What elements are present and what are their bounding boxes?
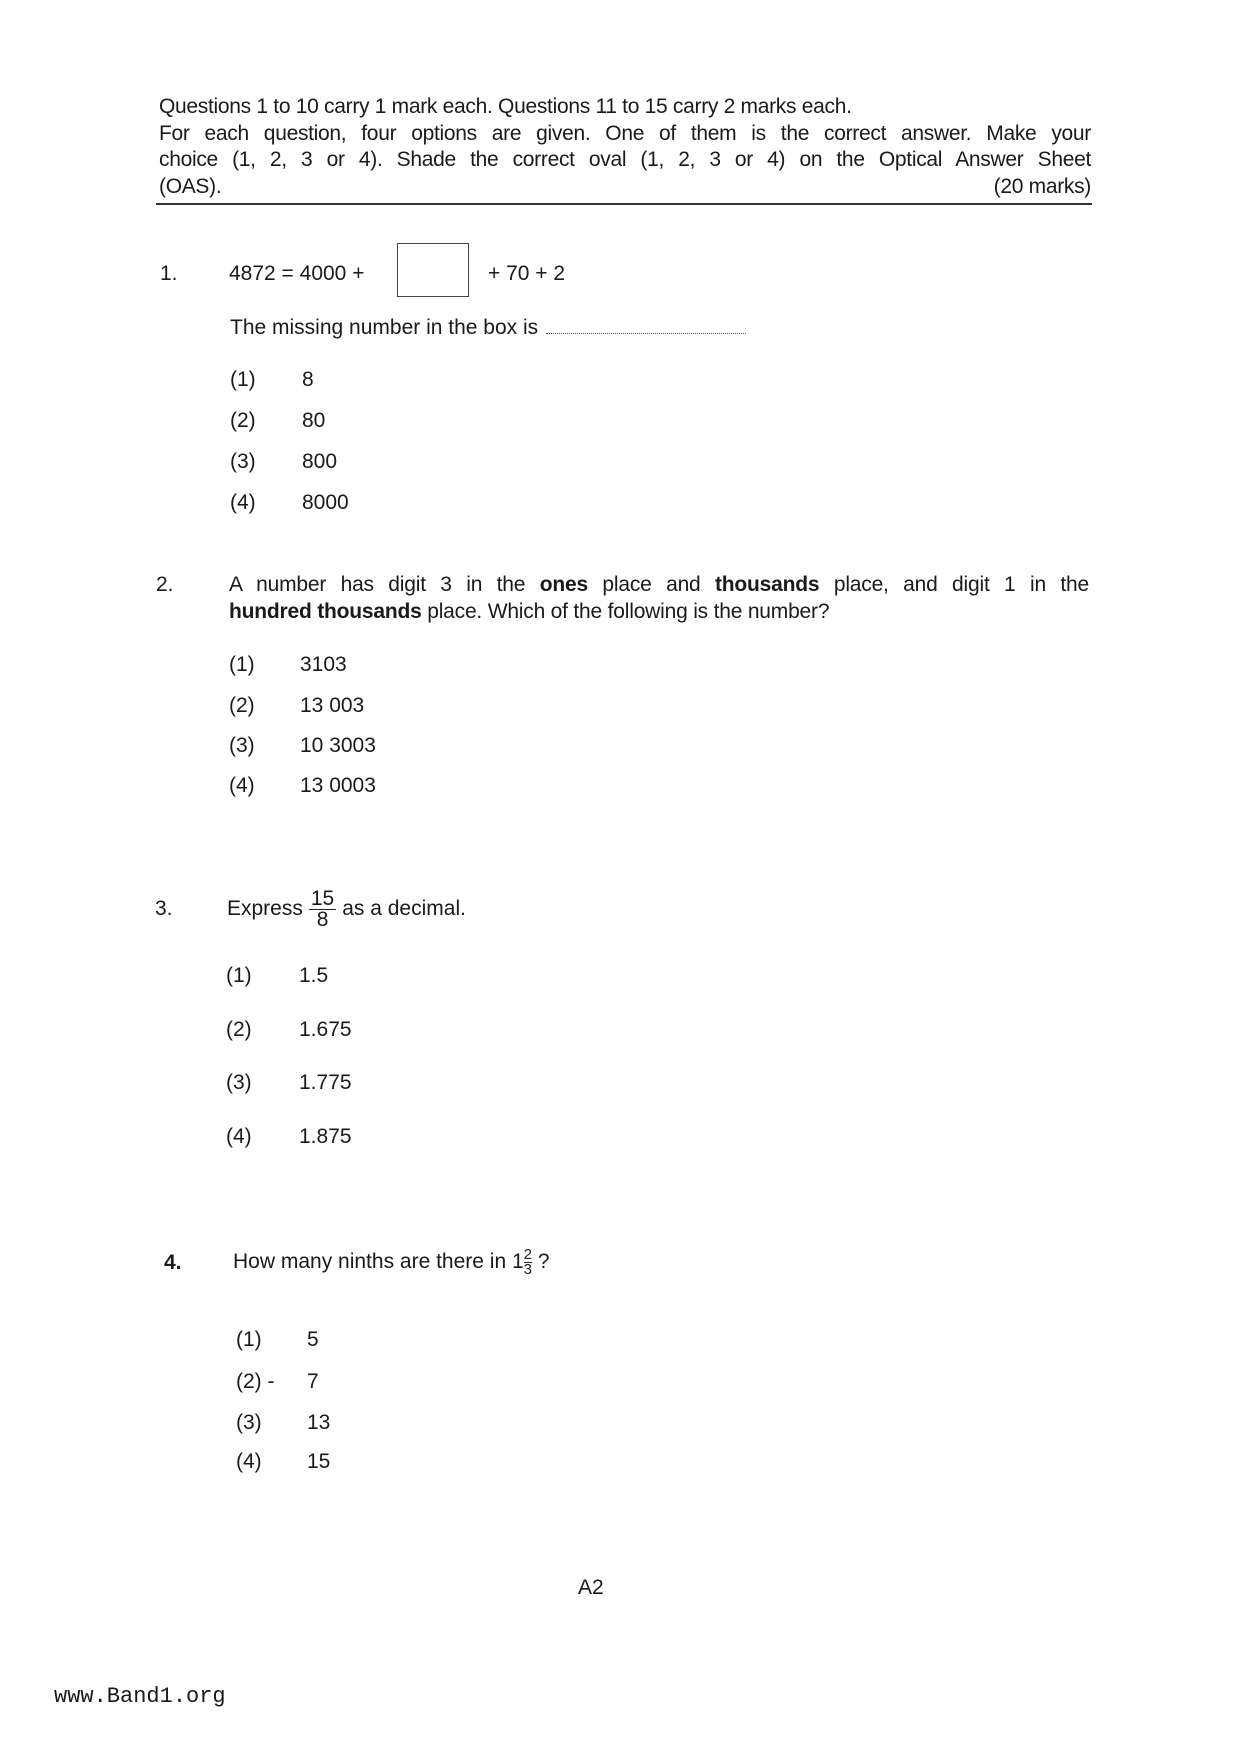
bold-text: thousands xyxy=(715,573,820,596)
question-text-line-1 xyxy=(229,572,1089,598)
instructions-line-3: choice (1, 2, 3 or 4). Shade the correct oval (1, 2, 3 or 4) on the Optical Answer Sheet xyxy=(159,148,1091,171)
instructions-line-2: For each question, four options are given. One of them is the correct answer. Make your xyxy=(159,121,1091,145)
question-number: 1. xyxy=(160,262,178,285)
option-label[interactable]: (4) xyxy=(229,774,255,797)
question-number: 2. xyxy=(156,573,174,596)
answer-box xyxy=(397,243,469,297)
option-label[interactable]: (2) xyxy=(230,409,256,432)
text: place. Which of the following is the number? xyxy=(421,600,830,623)
text: Express xyxy=(227,897,303,920)
option-value: 10 3003 xyxy=(300,734,376,757)
option-label[interactable]: (1) xyxy=(229,653,255,676)
option-value: 8000 xyxy=(302,491,349,514)
header-divider xyxy=(156,203,1092,205)
option-value: 800 xyxy=(302,450,338,473)
equation-right: + 70 + 2 xyxy=(488,262,566,285)
option-label[interactable]: (3) xyxy=(236,1411,262,1434)
option-value: 5 xyxy=(307,1328,319,1351)
numerator: 2 xyxy=(523,1245,533,1263)
instructions xyxy=(159,94,1091,200)
text: A number has digit 3 in the xyxy=(229,573,540,596)
instructions-line-1: Questions 1 to 10 carry 1 mark each. Questions 11 to 15 carry 2 marks each. xyxy=(159,95,852,118)
denominator: 3 xyxy=(523,1260,533,1278)
text: place, and digit 1 in the xyxy=(819,573,1089,596)
option-label[interactable]: (4) xyxy=(226,1125,252,1148)
option-value: 1.875 xyxy=(299,1125,352,1148)
question-number: 4. xyxy=(164,1251,182,1274)
option-value: 1.675 xyxy=(299,1018,352,1041)
text: place and xyxy=(587,573,715,596)
text: as a decimal. xyxy=(342,897,466,920)
question-text xyxy=(227,880,466,938)
instructions-line-4: (OAS). xyxy=(159,174,222,198)
option-value: 13 003 xyxy=(300,694,365,717)
option-value: 1.5 xyxy=(299,964,329,987)
option-label[interactable]: (4) xyxy=(236,1450,262,1473)
option-label[interactable]: (3) xyxy=(226,1071,252,1094)
option-label[interactable]: (3) xyxy=(229,734,255,757)
equation-left: 4872 = 4000 + xyxy=(229,262,365,285)
watermark: www.Band1.org xyxy=(54,1684,226,1709)
option-value: 15 xyxy=(307,1450,331,1473)
question-number: 3. xyxy=(155,897,173,920)
answer-blank xyxy=(546,315,746,334)
option-label[interactable]: (1) xyxy=(236,1328,262,1351)
bold-text: hundred thousands xyxy=(229,600,422,623)
whole-number: 1 xyxy=(511,1250,524,1273)
option-value: 80 xyxy=(302,409,326,432)
option-label[interactable]: (2) xyxy=(226,1018,252,1041)
prompt-text: The missing number in the box is xyxy=(230,316,539,339)
question-text-line-2 xyxy=(229,599,829,625)
option-label[interactable]: (1) xyxy=(226,964,252,987)
option-label[interactable]: (2) - xyxy=(236,1370,275,1393)
denominator: 8 xyxy=(316,907,329,931)
option-label[interactable]: (3) xyxy=(230,450,256,473)
text: ? xyxy=(537,1250,550,1273)
option-label[interactable]: (4) xyxy=(230,491,256,514)
option-value: 13 xyxy=(307,1411,331,1434)
bold-text: ones xyxy=(539,573,588,596)
option-value: 13 0003 xyxy=(300,774,376,797)
option-value: 1.775 xyxy=(299,1071,352,1094)
option-label[interactable]: (1) xyxy=(230,368,256,391)
option-label[interactable]: (2) xyxy=(229,694,255,717)
page-number: A2 xyxy=(578,1576,604,1599)
option-value: 8 xyxy=(302,368,314,391)
total-marks: (20 marks) xyxy=(993,174,1091,198)
question-text xyxy=(233,1236,550,1288)
fraction xyxy=(309,886,336,931)
option-value: 3103 xyxy=(300,653,347,676)
option-value: 7 xyxy=(307,1370,319,1393)
text: How many ninths are there in xyxy=(233,1250,507,1273)
fraction xyxy=(523,1245,533,1278)
question-prompt xyxy=(230,315,746,341)
numerator: 15 xyxy=(310,886,335,910)
